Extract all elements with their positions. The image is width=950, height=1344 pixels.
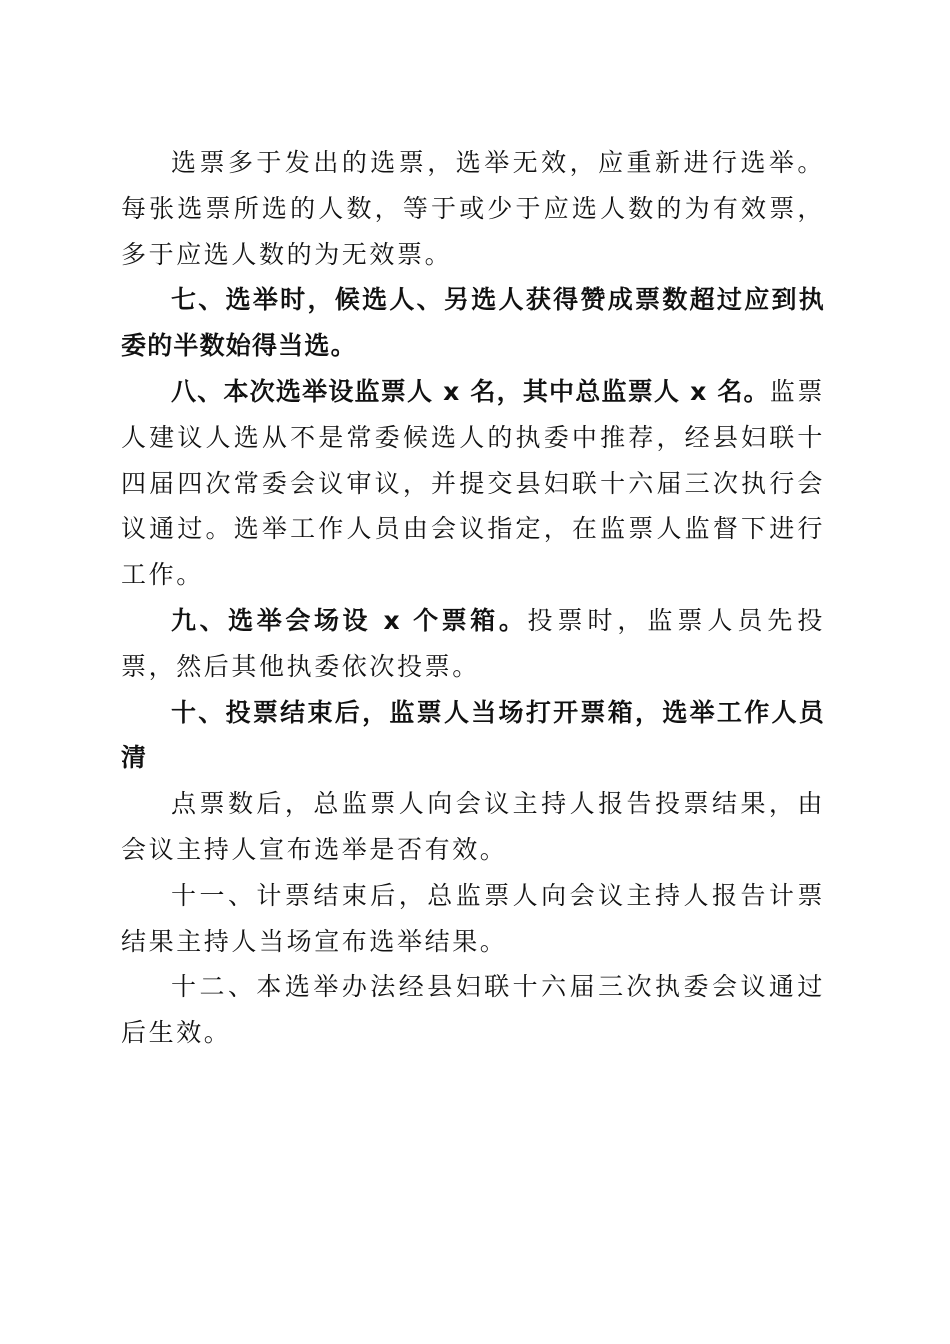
paragraph-text: 十一、计票结束后，总监票人向会议主持人报告计票结果主持人当场宣布选举结果。 [121,880,825,956]
paragraph-lead: 八、本次选举设监票人 x 名，其中总监票人 x 名。 [171,376,770,406]
paragraph-article-10-text [121,781,825,873]
paragraph-article-8 [121,369,825,598]
paragraph-text: 点票数后，总监票人向会议主持人报告投票结果，由会议主持人宣布选举是否有效。 [121,789,825,864]
paragraph-article-7 [121,277,825,369]
paragraph-text: 选票多于发出的选票，选举无效，应重新进行选举。每张选票所选的人数，等于或少于应选人数的为有效票，多于应选人数的为无效票。 [121,148,825,269]
paragraph-text: 监票人建议人选从不是常委候选人的执委中推荐，经县妇联十四届四次常委会议审议，并提交县妇联十六届三次执行会议通过。选举工作人员由会议指定，在监票人监督下进行工作。 [121,376,825,590]
paragraph-article-12 [121,964,825,1056]
paragraph-lead: 七、选举时，候选人、另选人获得赞成票数超过应到执委的半数始得当选。 [121,285,825,361]
paragraph-text: 十二、本选举办法经县妇联十六届三次执委会议通过后生效。 [121,972,825,1048]
document-body [121,140,825,1056]
paragraph-invalid-ballot-rules [121,140,825,277]
paragraph-article-9 [121,598,825,690]
paragraph-article-10-lead [121,690,825,782]
paragraph-lead: 十、投票结束后，监票人当场打开票箱，选举工作人员清 [121,697,825,773]
paragraph-lead: 九、选举会场设 x 个票箱。 [171,605,528,635]
paragraph-text: 投票时，监票人员先投票，然后其他执委依次投票。 [121,605,825,681]
paragraph-article-11 [121,873,825,965]
